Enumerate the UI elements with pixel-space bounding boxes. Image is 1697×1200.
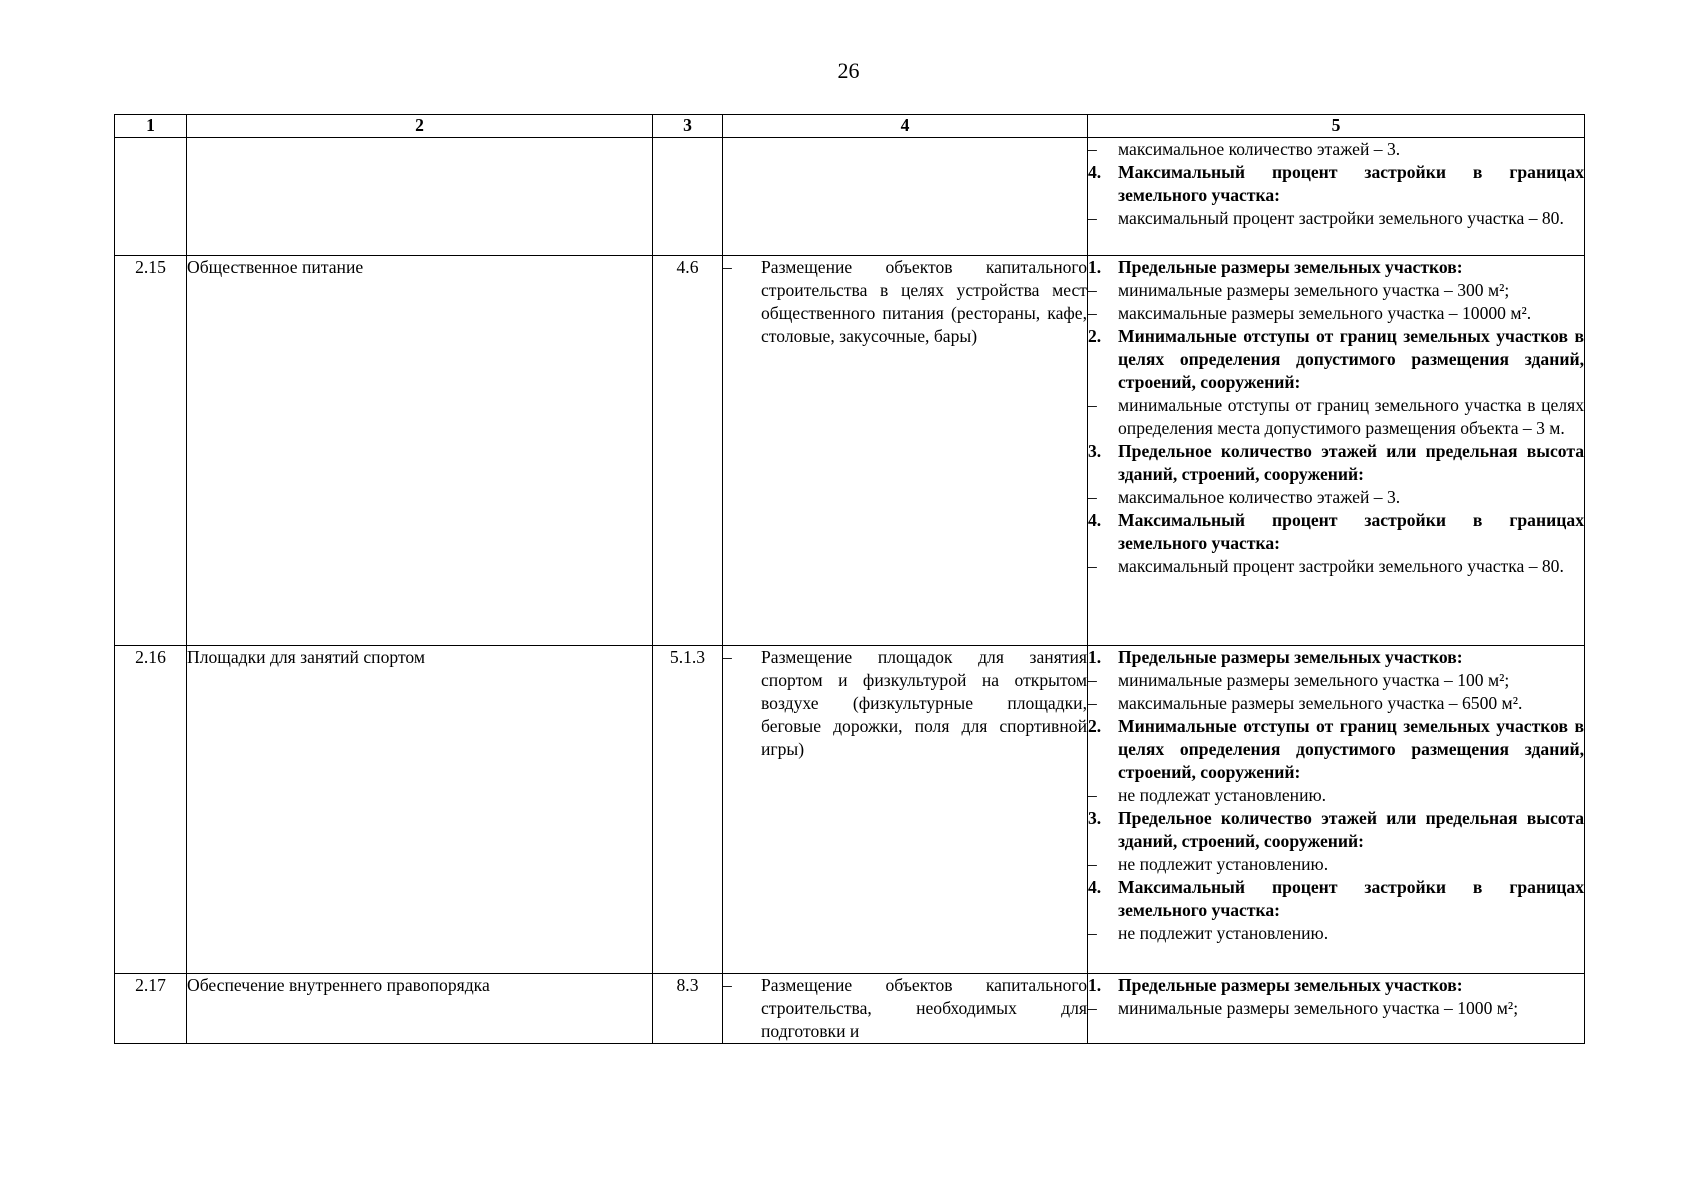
param-marker: 4. <box>1088 877 1102 897</box>
param-text: Максимальный процент застройки в границах земельного участка: <box>1118 162 1584 205</box>
param-marker: 1. <box>1088 647 1102 667</box>
param-marker: 4. <box>1088 162 1102 182</box>
param-marker: 4. <box>1088 510 1102 530</box>
param-item <box>1088 302 1584 325</box>
param-marker: – <box>1088 556 1097 576</box>
cell-name <box>187 138 653 256</box>
column-header: 2 <box>187 115 653 138</box>
param-text: Предельные размеры земельных участков: <box>1118 647 1463 667</box>
param-marker: – <box>1088 670 1097 690</box>
parameters <box>1088 974 1585 1044</box>
param-text: максимальные размеры земельного участка – 6500 м². <box>1118 693 1523 713</box>
land-use-description <box>723 974 1088 1044</box>
row-number: 2.16 <box>115 646 187 974</box>
param-marker: – <box>1088 139 1097 159</box>
param-marker: 2. <box>1088 326 1102 346</box>
param-item <box>1088 997 1584 1020</box>
description-item <box>723 974 1087 1043</box>
param-item <box>1088 784 1584 807</box>
cell-params <box>1088 138 1585 256</box>
param-marker: 2. <box>1088 716 1102 736</box>
param-text: Минимальные отступы от границ земельных участков в целях определения допустимого размещения зданий, строений, сооружений: <box>1118 326 1584 392</box>
param-text: максимальный процент застройки земельного участка – 80. <box>1118 208 1564 228</box>
param-item <box>1088 486 1584 509</box>
param-marker: – <box>1088 303 1097 323</box>
description-item <box>723 256 1087 348</box>
land-use-description <box>723 256 1088 646</box>
param-text: максимальное количество этажей – 3. <box>1118 487 1401 507</box>
param-text: Предельное количество этажей или предельная высота зданий, строений, сооружений: <box>1118 441 1584 484</box>
param-text: максимальное количество этажей – 3. <box>1118 139 1401 159</box>
parameters <box>1088 646 1585 974</box>
param-heading <box>1088 646 1584 669</box>
param-text: Минимальные отступы от границ земельных участков в целях определения допустимого размещения зданий, строений, сооружений: <box>1118 716 1584 782</box>
table-row-continuation <box>115 138 1585 256</box>
land-use-code: 4.6 <box>653 256 723 646</box>
param-heading <box>1088 325 1584 394</box>
param-text: Максимальный процент застройки в границах земельного участка: <box>1118 877 1584 920</box>
land-use-name: Площадки для занятий спортом <box>187 646 653 974</box>
param-heading <box>1088 876 1584 922</box>
description-text: Размещение площадок для занятия спортом и физкультурой на открытом воздухе (физкультурные площадки, беговые дорожки, поля для спортивной игры) <box>761 647 1087 759</box>
cell-desc <box>723 138 1088 256</box>
param-marker: – <box>1088 208 1097 228</box>
table-row <box>115 974 1585 1044</box>
description-text: Размещение объектов капитального строительства, необходимых для подготовки и <box>761 975 1087 1041</box>
param-marker: – <box>1088 395 1097 415</box>
param-heading <box>1088 807 1584 853</box>
param-item <box>1088 853 1584 876</box>
param-marker: – <box>1088 785 1097 805</box>
param-marker: – <box>1088 923 1097 943</box>
param-text: максимальные размеры земельного участка – 10000 м². <box>1118 303 1532 323</box>
cell-num <box>115 138 187 256</box>
param-marker: 1. <box>1088 257 1102 277</box>
param-item <box>1088 394 1584 440</box>
param-item <box>1088 669 1584 692</box>
param-text: максимальный процент застройки земельного участка – 80. <box>1118 556 1564 576</box>
param-text: Предельные размеры земельных участков: <box>1118 975 1463 995</box>
param-item <box>1088 279 1584 302</box>
page-number: 26 <box>837 58 860 83</box>
description-marker: – <box>723 257 732 277</box>
param-heading <box>1088 509 1584 555</box>
param-marker: 3. <box>1088 808 1102 828</box>
param-text: Максимальный процент застройки в границах земельного участка: <box>1118 510 1584 553</box>
param-text: минимальные размеры земельного участка – 1000 м²; <box>1118 998 1519 1018</box>
param-item <box>1088 138 1584 161</box>
description-marker: – <box>723 647 732 667</box>
param-text: минимальные размеры земельного участка – 300 м²; <box>1118 280 1510 300</box>
param-text: минимальные размеры земельного участка – 100 м²; <box>1118 670 1510 690</box>
param-marker: 1. <box>1088 975 1102 995</box>
param-marker: – <box>1088 487 1097 507</box>
land-use-name: Общественное питание <box>187 256 653 646</box>
param-heading <box>1088 256 1584 279</box>
description-text: Размещение объектов капитального строительства в целях устройства мест общественного питания (рестораны, кафе, столовые, закусочные, бары) <box>761 257 1087 346</box>
param-heading <box>1088 161 1584 207</box>
cell-code <box>653 138 723 256</box>
param-marker: – <box>1088 998 1097 1018</box>
param-item <box>1088 207 1584 230</box>
description-marker: – <box>723 975 732 995</box>
param-item <box>1088 922 1584 945</box>
land-use-code: 5.1.3 <box>653 646 723 974</box>
param-heading <box>1088 974 1584 997</box>
param-text: не подлежит установлению. <box>1118 854 1329 874</box>
param-marker: – <box>1088 280 1097 300</box>
land-use-name: Обеспечение внутреннего правопорядка <box>187 974 653 1044</box>
param-item <box>1088 692 1584 715</box>
table-header-row <box>115 115 1585 138</box>
column-header: 1 <box>115 115 187 138</box>
row-number: 2.15 <box>115 256 187 646</box>
param-text: не подлежат установлению. <box>1118 785 1327 805</box>
param-marker: – <box>1088 693 1097 713</box>
column-header: 3 <box>653 115 723 138</box>
description-item <box>723 646 1087 761</box>
param-marker: – <box>1088 854 1097 874</box>
column-header: 5 <box>1088 115 1585 138</box>
column-header: 4 <box>723 115 1088 138</box>
table-row <box>115 256 1585 646</box>
land-use-code: 8.3 <box>653 974 723 1044</box>
param-text: Предельное количество этажей или предельная высота зданий, строений, сооружений: <box>1118 808 1584 851</box>
regulations-table <box>114 114 1585 1044</box>
table-row <box>115 646 1585 974</box>
param-marker: 3. <box>1088 441 1102 461</box>
param-text: не подлежит установлению. <box>1118 923 1329 943</box>
row-number: 2.17 <box>115 974 187 1044</box>
land-use-description <box>723 646 1088 974</box>
param-text: Предельные размеры земельных участков: <box>1118 257 1463 277</box>
parameters <box>1088 256 1585 646</box>
param-heading <box>1088 715 1584 784</box>
param-heading <box>1088 440 1584 486</box>
param-text: минимальные отступы от границ земельного участка в целях определения места допустимого размещения объекта – 3 м. <box>1118 395 1584 438</box>
param-item <box>1088 555 1584 578</box>
